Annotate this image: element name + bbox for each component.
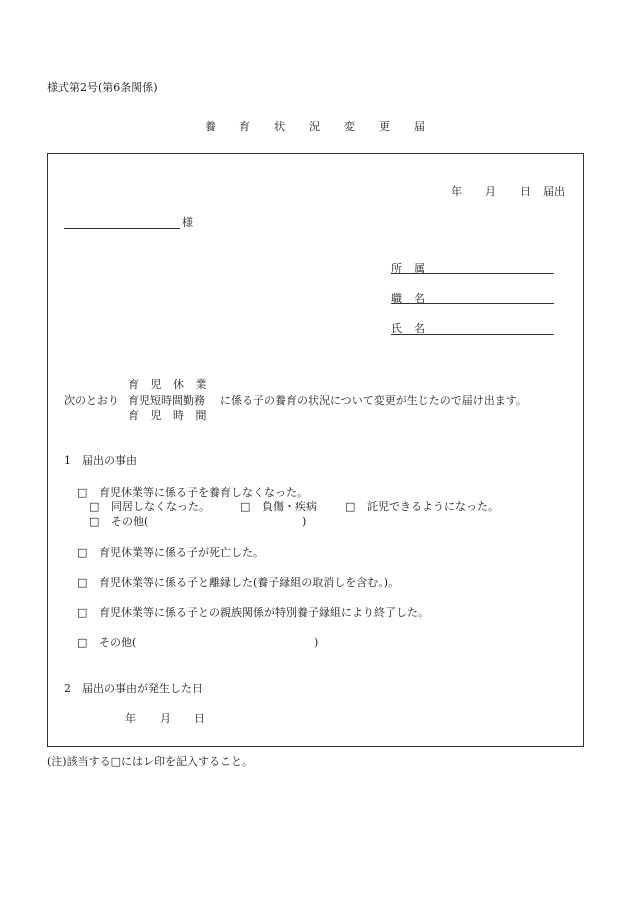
title-char: 変 [344, 120, 355, 133]
title-char: 育 [239, 120, 250, 133]
checkbox[interactable]: □ [240, 500, 251, 513]
addressee-line[interactable] [64, 228, 180, 229]
sub-item-childcare-available[interactable]: □ 託児できるようになった。 [345, 500, 499, 513]
checkbox[interactable]: □ [77, 576, 88, 589]
affiliation-field[interactable] [391, 273, 554, 274]
title-char: 届 [414, 120, 425, 133]
statement-prefix: 次のとおり [64, 394, 119, 407]
date-day-label: 日 [520, 185, 531, 198]
sub-item-other-close: ) [302, 515, 307, 528]
form-box [47, 153, 584, 747]
title-char: 況 [309, 120, 320, 133]
sub-item-other[interactable]: □ その他( [89, 515, 149, 528]
section-2-heading: 2 届出の事由が発生した日 [64, 682, 203, 695]
reason-item-other[interactable]: □ その他( [77, 636, 137, 649]
page-title [0, 121, 630, 135]
event-day-label: 日 [194, 712, 205, 725]
position-label: 職名 [391, 292, 437, 305]
title-char: 状 [274, 120, 285, 133]
form-number: 様式第2号(第6条関係) [47, 81, 158, 94]
position-field[interactable] [391, 303, 554, 304]
reason-item-1[interactable]: □ 育児休業等に係る子を養育しなくなった。 [77, 486, 308, 499]
reason-item-3[interactable]: □ 育児休業等に係る子と離縁した(養子縁組の取消しを含む。)。 [77, 576, 400, 589]
statement-suffix: に係る子の養育の状況について変更が生じたので届け出ます。 [220, 394, 527, 407]
reason-item-4[interactable]: □ 育児休業等に係る子との親族関係が特別養子縁組により終了した。 [77, 606, 429, 619]
checkbox[interactable]: □ [77, 486, 88, 499]
event-year-label: 年 [125, 712, 136, 725]
statement-option-short-hours: 育児短時間勤務 [128, 394, 205, 407]
checkbox[interactable]: □ [77, 636, 88, 649]
name-label: 氏名 [391, 322, 437, 335]
addressee-honorific: 様 [182, 216, 193, 229]
title-char: 更 [379, 120, 390, 133]
footnote: (注)該当する□にはレ印を記入すること。 [47, 755, 253, 768]
date-year-label: 年 [451, 185, 462, 198]
checkbox[interactable]: □ [345, 500, 356, 513]
statement-option-childcare-leave: 育 児 休 業 [128, 378, 207, 391]
sub-item-injury-illness[interactable]: □ 負傷・疾病 [240, 500, 317, 513]
event-month-label: 月 [160, 712, 171, 725]
checkbox[interactable]: □ [89, 500, 100, 513]
title-char: 養 [205, 120, 216, 133]
checkbox[interactable]: □ [89, 515, 100, 528]
date-submit-label: 届出 [543, 185, 565, 198]
checkbox[interactable]: □ [77, 606, 88, 619]
sub-item-no-cohabitation[interactable]: □ 同居しなくなった。 [89, 500, 210, 513]
name-field[interactable] [391, 334, 554, 335]
reason-item-2[interactable]: □ 育児休業等に係る子が死亡した。 [77, 546, 264, 559]
statement-option-childcare-time: 育 児 時 間 [128, 409, 207, 422]
reason-item-other-close: ) [314, 636, 319, 649]
checkbox[interactable]: □ [77, 546, 88, 559]
section-1-heading: 1 届出の事由 [64, 454, 137, 467]
date-month-label: 月 [485, 185, 496, 198]
affiliation-label: 所属 [391, 262, 437, 275]
